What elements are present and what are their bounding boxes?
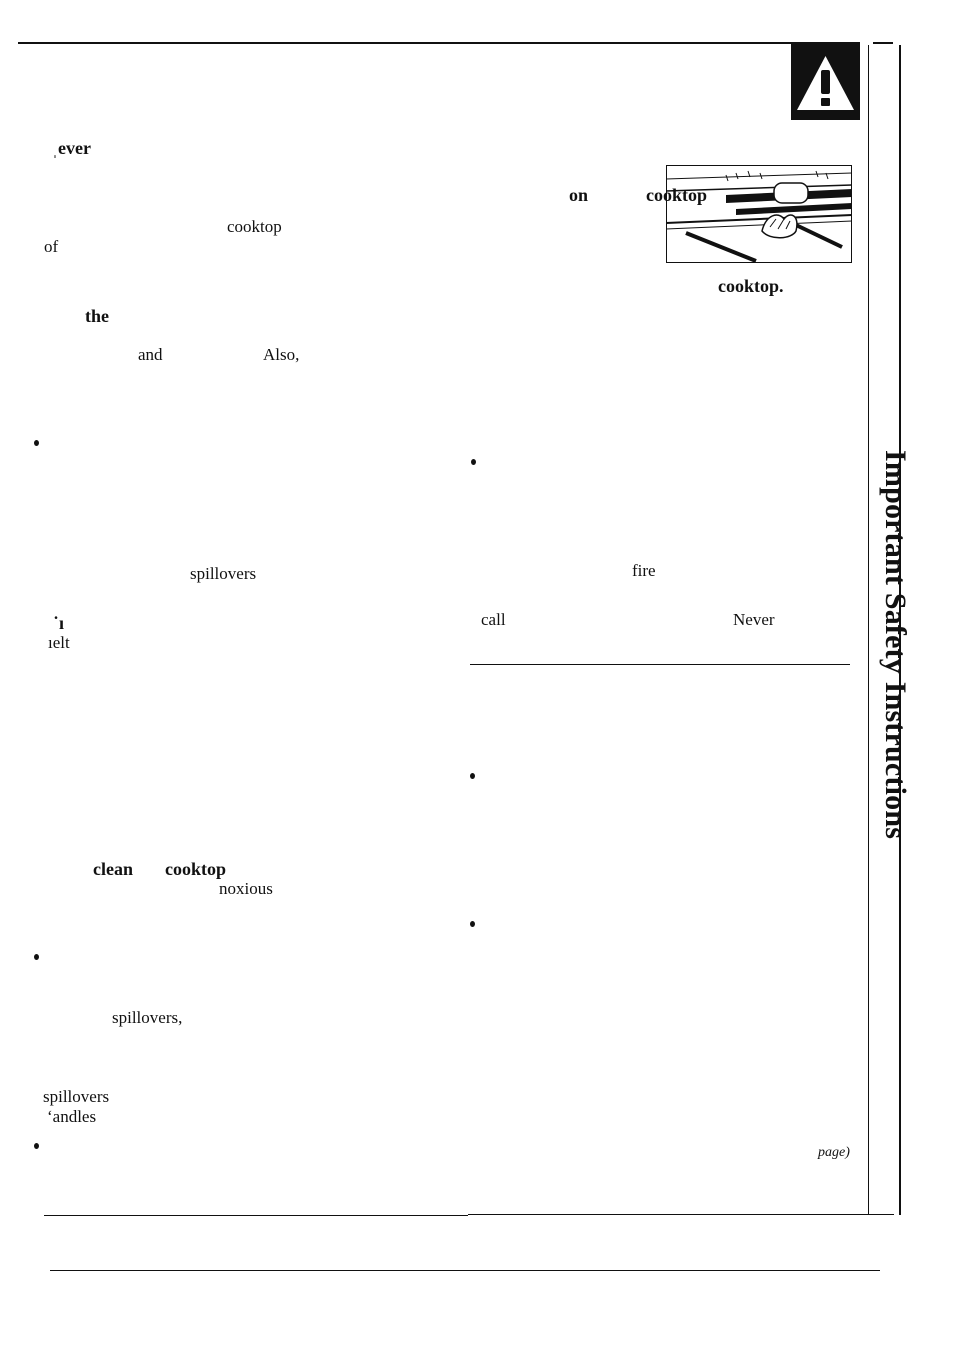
warning-triangle-icon	[791, 42, 860, 120]
bullet	[470, 773, 475, 779]
left-fragment: and	[138, 345, 163, 364]
right-fragment: Never	[733, 610, 775, 629]
bottom-rule-right	[468, 1214, 894, 1215]
bullet	[34, 440, 39, 446]
left-fragment: cooktop	[227, 217, 282, 236]
left-fragment: Also,	[263, 345, 300, 364]
bullet	[34, 1143, 39, 1149]
bullet	[470, 921, 475, 927]
left-fragment: clean	[93, 859, 133, 879]
right-fragment: on	[569, 185, 589, 205]
cooktop-burner-illustration-icon	[666, 165, 852, 263]
left-fragment: of	[44, 237, 59, 256]
side-title: Important Safety Instructions	[879, 450, 912, 840]
bullet	[471, 459, 476, 465]
right-fragment: call	[481, 610, 506, 629]
left-fragment: noxious	[219, 879, 273, 898]
bottom-rule-left	[44, 1215, 468, 1216]
left-fragment: the	[85, 306, 109, 326]
left-fragment: cooktop	[165, 859, 227, 879]
top-rule-short	[873, 42, 893, 44]
right-section-rule	[470, 664, 850, 665]
left-fragment: ıelt	[48, 633, 70, 652]
right-fragment: cooktop	[646, 185, 708, 205]
warning-box	[791, 42, 860, 120]
left-fragment: spillovers	[43, 1087, 110, 1106]
top-rule	[18, 42, 860, 44]
left-fragment: spillovers,	[112, 1008, 183, 1027]
footer-rule	[50, 1270, 880, 1271]
left-fragment: ˙ı	[53, 613, 64, 633]
right-fragment: fire	[632, 561, 656, 580]
continued-note: page)	[818, 1145, 850, 1160]
left-fragment: ˌever	[52, 138, 91, 158]
left-fragment: spillovers	[190, 564, 257, 583]
right-fragment: cooktop.	[718, 276, 784, 296]
left-fragment: ʻandles	[47, 1107, 97, 1126]
bullet	[34, 954, 39, 960]
